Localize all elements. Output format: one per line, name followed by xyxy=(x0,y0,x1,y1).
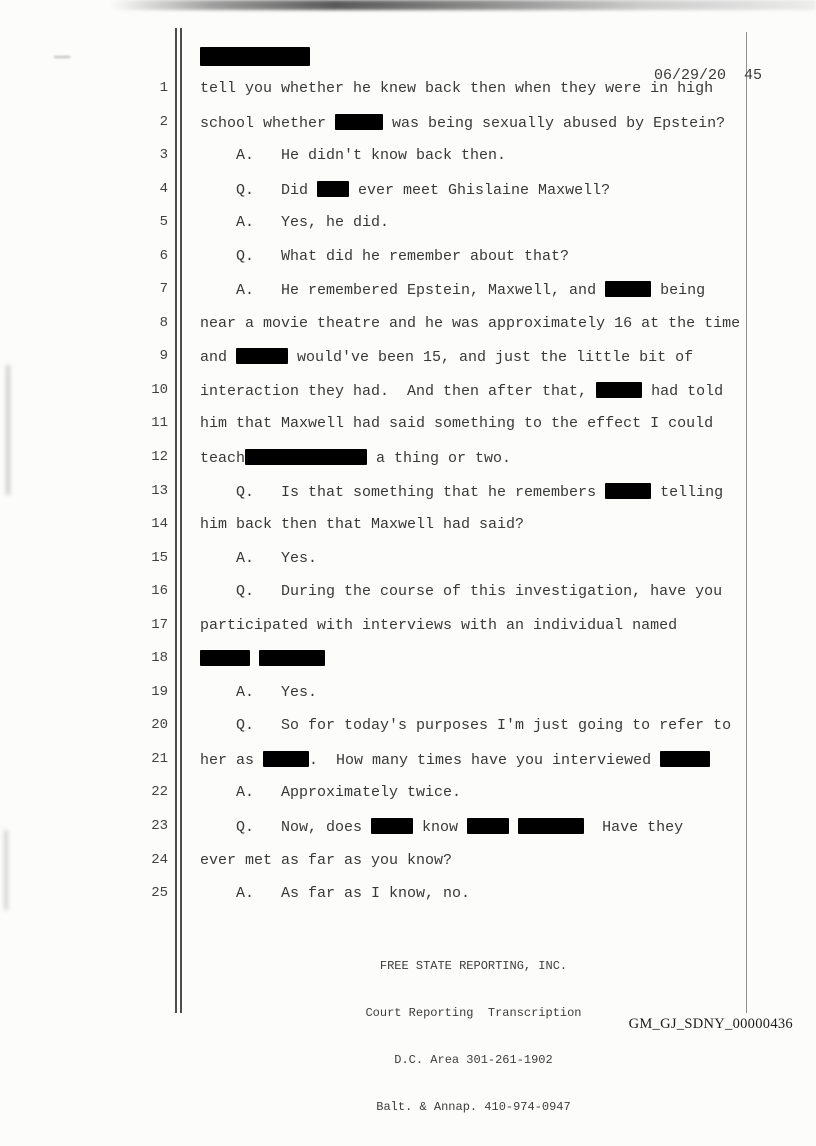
transcript-lines xyxy=(0,80,816,919)
line-text xyxy=(200,885,808,902)
text-segment xyxy=(509,819,518,836)
transcript-line xyxy=(0,583,816,617)
line-number: 3 xyxy=(159,147,168,164)
transcript-line xyxy=(0,751,816,785)
line-text xyxy=(200,80,808,97)
line-number: 16 xyxy=(151,583,168,600)
redaction-box xyxy=(245,449,367,465)
line-number: 23 xyxy=(151,818,168,835)
line-text xyxy=(200,751,808,769)
line-text xyxy=(200,684,808,701)
redaction-box xyxy=(317,181,349,197)
line-number: 12 xyxy=(151,449,168,466)
text-segment: Have they xyxy=(584,819,684,837)
line-number: 13 xyxy=(151,482,168,499)
line-number: 6 xyxy=(159,247,168,264)
line-number: 18 xyxy=(151,650,168,667)
redaction-box xyxy=(200,650,250,666)
text-segment: A. He didn't know back then. xyxy=(200,147,507,165)
redaction-box xyxy=(263,751,309,767)
scan-smudge-top xyxy=(110,0,816,10)
text-segment: interaction they had. And then after that, xyxy=(200,382,597,400)
text-segment: school whether xyxy=(200,114,336,132)
text-segment: near a movie theatre and he was approximately 16 at the time xyxy=(200,314,741,332)
text-segment: A. Yes, he did. xyxy=(200,214,390,232)
text-segment: him back then that Maxwell had said? xyxy=(200,516,525,534)
transcript-line xyxy=(0,684,816,718)
line-text xyxy=(200,818,808,836)
line-text xyxy=(200,550,808,567)
line-text xyxy=(200,717,808,734)
text-segment: being xyxy=(651,282,706,300)
transcript-line xyxy=(0,784,816,818)
text-segment: A. Yes. xyxy=(200,549,318,567)
transcript-line xyxy=(0,281,816,315)
text-segment: A. He remembered Epstein, Maxwell, and xyxy=(200,282,606,300)
text-segment: A. As far as I know, no. xyxy=(200,885,471,903)
redaction-box xyxy=(596,382,642,398)
text-segment: her as xyxy=(200,751,264,769)
transcript-line xyxy=(0,315,816,349)
line-number: 1 xyxy=(159,80,168,96)
text-segment: know xyxy=(413,819,468,837)
footer-line: FREE STATE REPORTING, INC. xyxy=(379,959,568,974)
redaction-box xyxy=(518,818,584,834)
text-segment: Q. Is that something that he remembers xyxy=(200,483,606,501)
line-number: 17 xyxy=(151,616,168,633)
line-number: 14 xyxy=(151,516,168,533)
text-segment: Q. During the course of this investigation, have you xyxy=(200,583,723,601)
line-text xyxy=(200,382,808,400)
header-redaction-box xyxy=(200,47,310,66)
transcript-line xyxy=(0,617,816,651)
header-page-number: 45 xyxy=(744,67,763,84)
line-text xyxy=(200,415,808,432)
redaction-box xyxy=(605,483,651,499)
text-segment: A. Approximately twice. xyxy=(200,784,462,802)
transcript-line xyxy=(0,818,816,852)
line-text xyxy=(200,214,808,231)
transcript-line xyxy=(0,516,816,550)
transcript-line xyxy=(0,181,816,215)
text-segment: and xyxy=(200,349,237,367)
line-text xyxy=(200,784,808,801)
line-text xyxy=(200,583,808,600)
text-segment: A. Yes. xyxy=(200,683,318,701)
text-segment: ever meet Ghislaine Maxwell? xyxy=(349,181,611,199)
transcript-line xyxy=(0,248,816,282)
line-text xyxy=(200,483,808,501)
text-segment: Q. Now, does xyxy=(200,819,372,837)
redaction-box xyxy=(236,348,288,364)
line-number: 5 xyxy=(159,214,168,231)
redaction-box xyxy=(660,751,710,767)
transcript-line xyxy=(0,114,816,148)
text-segment: participated with interviews with an individual named xyxy=(200,616,678,634)
line-number: 2 xyxy=(159,113,168,130)
line-text xyxy=(200,147,808,164)
text-segment: . How many times have you interviewed xyxy=(309,751,661,769)
scan-mark xyxy=(54,56,70,62)
redaction-box xyxy=(371,818,413,834)
transcript-line xyxy=(0,852,816,886)
line-number: 15 xyxy=(151,549,168,566)
line-number: 20 xyxy=(151,717,168,734)
redaction-box xyxy=(335,114,383,130)
line-text xyxy=(200,248,808,265)
line-text xyxy=(200,348,808,366)
footer-line: Court Reporting Transcription xyxy=(365,1005,582,1020)
text-segment: a thing or two. xyxy=(367,450,512,468)
line-number: 25 xyxy=(151,885,168,902)
header-date: 06/29/20 xyxy=(654,67,727,84)
line-text xyxy=(200,281,808,299)
footer-line: D.C. Area 301-261-1902 xyxy=(394,1052,553,1067)
text-segment: him that Maxwell had said something to the effect I could xyxy=(200,415,714,433)
transcript-line xyxy=(0,550,816,584)
transcript-line xyxy=(0,214,816,248)
redaction-box xyxy=(259,650,325,666)
text-segment: Q. So for today's purposes I'm just going to refer to xyxy=(200,717,732,735)
bates-number: GM_GJ_SDNY_00000436 xyxy=(628,1016,793,1032)
transcript-line xyxy=(0,147,816,181)
redaction-box xyxy=(605,281,651,297)
text-segment: ever met as far as you know? xyxy=(200,851,453,869)
transcript-line xyxy=(0,885,816,919)
line-text xyxy=(200,449,808,467)
transcript-line xyxy=(0,382,816,416)
line-text xyxy=(200,516,808,533)
text-segment: Q. Did xyxy=(200,181,318,199)
redaction-box xyxy=(467,818,509,834)
text-segment: had told xyxy=(642,382,724,400)
footer-line: Balt. & Annap. 410-974-0947 xyxy=(376,1099,571,1114)
text-segment: would've been 15, and just the little bit of xyxy=(288,349,694,367)
transcript-line xyxy=(0,483,816,517)
line-number: 9 xyxy=(159,348,168,365)
line-number: 4 xyxy=(159,180,168,197)
line-text xyxy=(200,650,808,668)
text-segment: teach xyxy=(200,450,246,468)
transcript-line xyxy=(0,80,816,114)
transcript-line xyxy=(0,348,816,382)
text-segment: tell you whether he knew back then when they were in high xyxy=(200,80,714,97)
transcript-line xyxy=(0,717,816,751)
line-number: 19 xyxy=(151,683,168,700)
line-number: 10 xyxy=(151,381,168,398)
line-text xyxy=(200,114,808,132)
line-number: 22 xyxy=(151,784,168,801)
text-segment: Q. What did he remember about that? xyxy=(200,247,570,265)
line-text xyxy=(200,181,808,199)
line-text xyxy=(200,617,808,634)
line-number: 11 xyxy=(151,415,168,432)
reporter-footer xyxy=(200,928,747,1146)
transcript-line xyxy=(0,650,816,684)
line-text xyxy=(200,852,808,869)
line-text xyxy=(200,315,808,332)
transcript-line xyxy=(0,449,816,483)
line-number: 21 xyxy=(151,750,168,767)
line-number: 8 xyxy=(159,314,168,331)
text-segment: telling xyxy=(651,483,724,501)
transcript-line xyxy=(0,415,816,449)
line-number: 24 xyxy=(151,851,168,868)
text-segment xyxy=(250,651,259,668)
line-number: 7 xyxy=(159,281,168,298)
text-segment: was being sexually abused by Epstein? xyxy=(383,114,726,132)
